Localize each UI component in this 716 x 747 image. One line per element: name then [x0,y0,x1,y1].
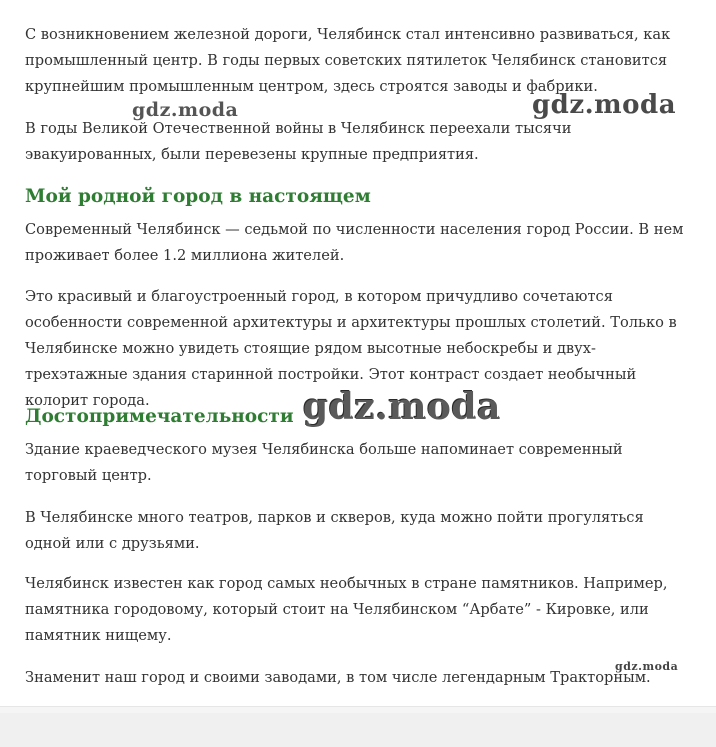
clipped-top-line-text [25,0,265,3]
paragraph-railway: С возникновением железной дороги, Челябинск стал интенсивно развиваться, как промышленный центр. В годы первых советских пятилеток Челябинск становится крупнейшим промышленным центром, здесь строятся заводы и фабрики. [25,26,671,95]
paragraph-parks: В Челябинске много театров, парков и скверов, куда можно пойти прогуляться одной или с друзьями. [25,509,644,552]
watermark-logo: gdz.moda [303,386,501,428]
heading-present: Мой родной город в настоящем [25,186,371,207]
paragraph-museum: Здание краеведческого музея Челябинска больше напоминает современный торговый центр. [25,441,623,484]
watermark-logo: gdz.moda [532,90,677,120]
paragraph-population: Современный Челябинск — седьмой по численности населения город России. В нем проживает более 1.2 миллиона жителей. [25,221,684,264]
footer-bar [0,706,716,747]
paragraph-war: В годы Великой Отечественной войны в Челябинск переехали тысячи эвакуированных, были перевезены крупные предприятия. [25,120,572,163]
watermark-logo: gdz.moda [132,99,239,121]
footer-divider [0,707,716,713]
paragraph-factories: Знаменит наш город и своими заводами, в том числе легендарным Тракторным. [25,669,651,686]
paragraph-monuments: Челябинск известен как город самых необычных в стране памятников. Например, памятника городовому, который стоит на Челябинском “Арбате” - Кировке, или памятник нищему. [25,575,668,644]
heading-sights: Достопримечательности [25,406,294,427]
watermark-logo: gdz.moda [615,660,679,673]
paragraph-architecture: Это красивый и благоустроенный город, в котором причудливо сочетаются особенности современной архитектуры и архитектуры прошлых столетий. Только в Челябинске можно увидеть стоящие рядом высотные небоскребы и двух-трехэтажные здания старинной постройки. Этот контраст создает необычный колорит города. [25,288,677,409]
clipped-top-line [25,0,265,3]
